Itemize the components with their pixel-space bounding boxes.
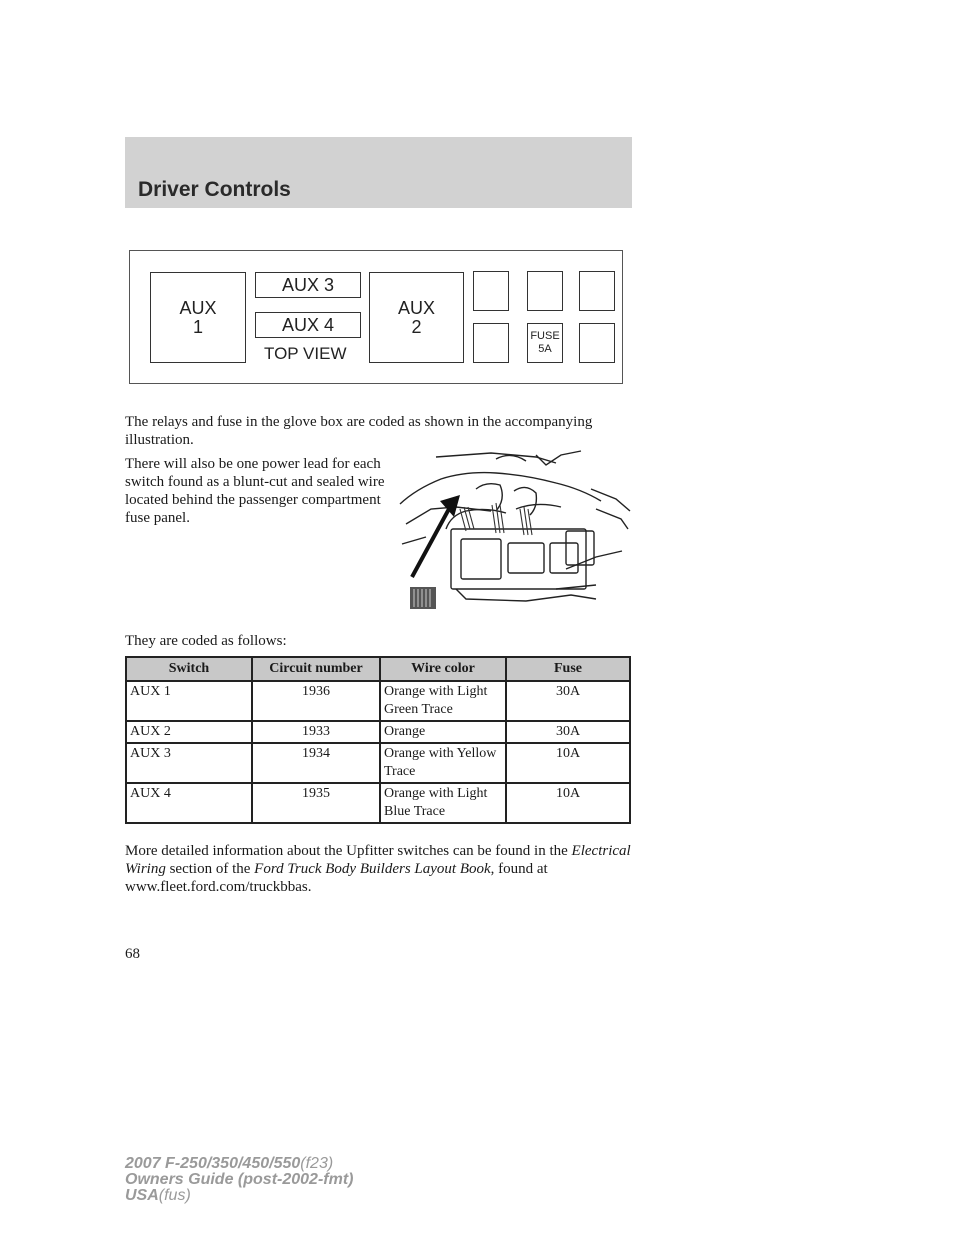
relay-label: AUX 3 bbox=[281, 274, 335, 295]
fuse-slot-empty bbox=[579, 271, 615, 311]
wiring-illustration bbox=[396, 449, 632, 613]
column-header-fuse: Fuse bbox=[506, 657, 630, 681]
cell-wire-color: Orange bbox=[380, 721, 506, 743]
text-more-info: More detailed information about the Upfitter switches can be found in the bbox=[125, 843, 568, 859]
paragraph-relay-coding: The relays and fuse in the glove box are coded as shown in the accompanying illustration. bbox=[125, 414, 593, 448]
fuse-label: FUSE bbox=[530, 330, 560, 342]
table-header-row bbox=[126, 657, 630, 681]
fuse-rating: 5A bbox=[538, 343, 552, 355]
document-footer bbox=[125, 1156, 353, 1204]
table-row bbox=[126, 721, 630, 743]
relay-aux-4 bbox=[255, 312, 361, 338]
cell-switch: AUX 1 bbox=[126, 681, 252, 721]
cell-switch: AUX 4 bbox=[126, 783, 252, 823]
cell-wire-color: Orange with Yellow Trace bbox=[380, 743, 506, 783]
table-row bbox=[126, 783, 630, 823]
column-header-wire-color: Wire color bbox=[380, 657, 506, 681]
section-title: Driver Controls bbox=[138, 178, 291, 201]
cell-circuit-number: 1933 bbox=[252, 721, 380, 743]
footer-model: 2007 F-250/350/450/550 bbox=[125, 1155, 301, 1172]
fuse-slot-empty bbox=[579, 323, 615, 363]
wire-code-table bbox=[125, 656, 631, 824]
text-section-of: section of the bbox=[169, 861, 251, 877]
cell-wire-color: Orange with Light Green Trace bbox=[380, 681, 506, 721]
table-row bbox=[126, 743, 630, 783]
relay-aux-1 bbox=[150, 272, 246, 363]
relay-number: 1 bbox=[192, 316, 203, 337]
cell-wire-color: Orange with Light Blue Trace bbox=[380, 783, 506, 823]
paragraph-power-lead: There will also be one power lead for each switch found as a blunt-cut and sealed wire located behind the passenger compartment fuse panel. bbox=[125, 456, 385, 526]
paragraph-coded-as-follows: They are coded as follows: bbox=[125, 633, 287, 649]
relay-label: AUX bbox=[397, 297, 435, 318]
relay-aux-3 bbox=[255, 272, 361, 298]
column-header-circuit-number: Circuit number bbox=[252, 657, 380, 681]
relay-aux-2 bbox=[369, 272, 464, 363]
footer-guide-format: Owners Guide (post-2002-fmt) bbox=[125, 1171, 354, 1188]
cell-fuse: 10A bbox=[506, 783, 630, 823]
fuse-slot-empty bbox=[527, 271, 563, 311]
footer-market-code: (fus) bbox=[158, 1187, 191, 1204]
relay-label: AUX bbox=[179, 297, 217, 318]
cell-fuse: 30A bbox=[506, 681, 630, 721]
relay-label: AUX 4 bbox=[281, 314, 335, 335]
footer-model-code: (f23) bbox=[300, 1155, 334, 1172]
cell-fuse: 10A bbox=[506, 743, 630, 783]
cell-circuit-number: 1936 bbox=[252, 681, 380, 721]
paragraph-more-information bbox=[125, 842, 631, 896]
footer-market: USA bbox=[125, 1187, 159, 1204]
page-number: 68 bbox=[125, 946, 140, 962]
reference-body-builders-book: Ford Truck Body Builders Layout Book bbox=[254, 861, 491, 877]
text-website: , found at www.fleet.ford.com/truckbbas. bbox=[125, 861, 548, 895]
cell-switch: AUX 2 bbox=[126, 721, 252, 743]
table-row bbox=[126, 681, 630, 721]
column-header-switch: Switch bbox=[126, 657, 252, 681]
relay-number: 2 bbox=[411, 316, 422, 337]
cell-switch: AUX 3 bbox=[126, 743, 252, 783]
top-view-label: TOP VIEW bbox=[264, 344, 347, 363]
fuse-slot-empty bbox=[473, 271, 509, 311]
cell-fuse: 30A bbox=[506, 721, 630, 743]
fuse-slot-empty bbox=[473, 323, 509, 363]
fuse-slot-5a bbox=[527, 323, 563, 363]
cell-circuit-number: 1935 bbox=[252, 783, 380, 823]
reference-electrical-wiring: Electrical Wiring bbox=[125, 843, 631, 877]
cell-circuit-number: 1934 bbox=[252, 743, 380, 783]
